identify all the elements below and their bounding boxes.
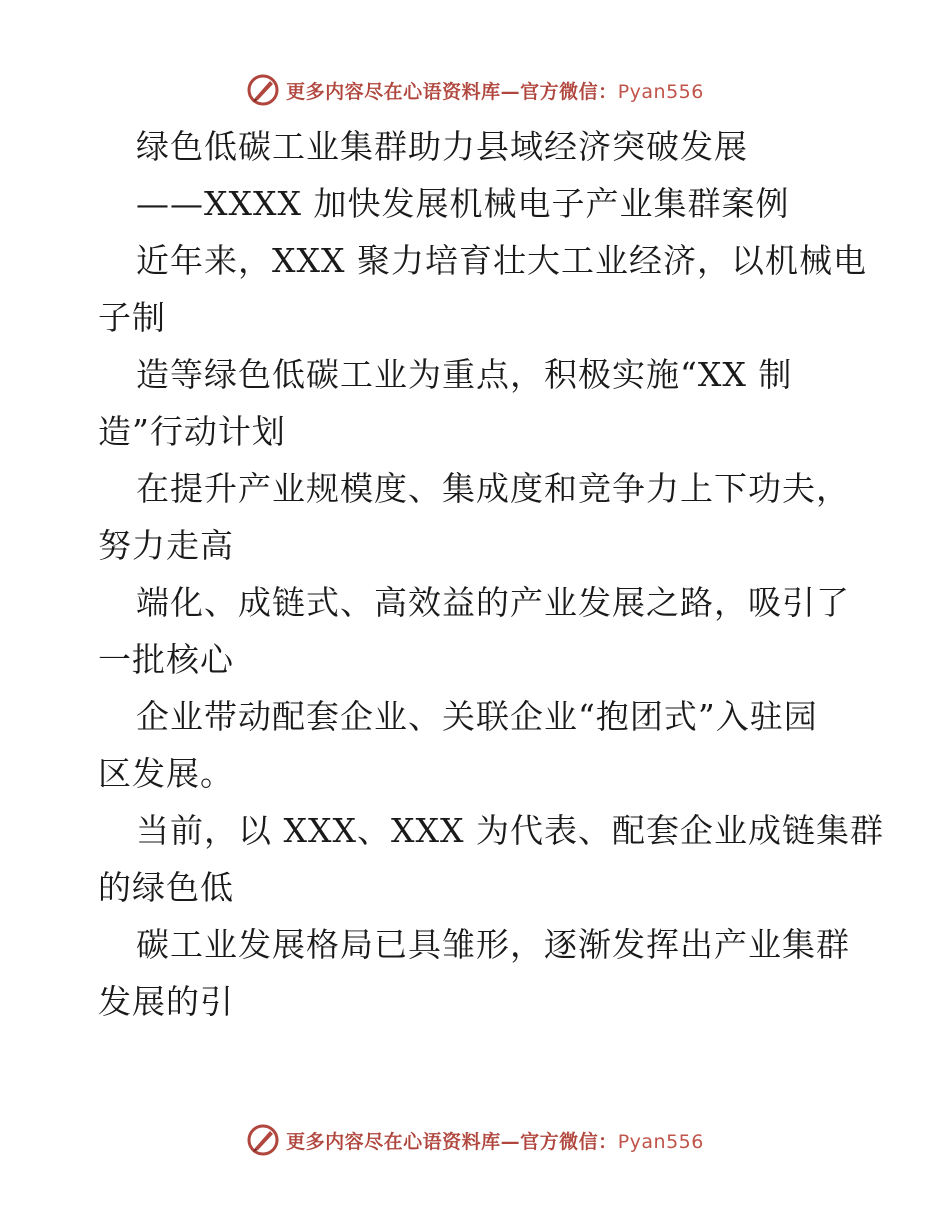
paragraph-line: 一批核心 [98,640,234,679]
paragraph-line: 子制 [98,298,166,337]
document-body [98,118,884,1030]
paragraph-line: 造等绿色低碳工业为重点，积极实施“XX 制 [136,355,793,394]
quill-logo-icon [246,1123,280,1157]
paragraph-line: 近年来，XXX 聚力培育壮大工业经济，以机械电 [136,241,867,280]
paragraph-line: 造”行动计划 [98,412,286,451]
paragraph-line: 在提升产业规模度、集成度和竞争力上下功夫， [136,469,850,508]
footer-banner-text: 更多内容尽在心语资料库—官方微信：Pyan556 [286,1130,704,1153]
header-watermark-banner [0,70,950,110]
paragraph-line: 的绿色低 [98,868,234,907]
paragraph-line: 努力走高 [98,526,234,565]
paragraph-line: 当前，以 XXX、XXX 为代表、配套企业成链集群 [136,811,884,850]
footer-watermark-banner [0,1120,950,1160]
document-subtitle: ——XXXX 加快发展机械电子产业集群案例 [136,184,790,223]
paragraph-line: 端化、成链式、高效益的产业发展之路，吸引了 [136,583,850,622]
paragraph-line: 发展的引 [98,982,234,1021]
quill-logo-icon [246,73,280,107]
paragraph-line: 区发展。 [98,754,234,793]
paragraph-line: 企业带动配套企业、关联企业“抱团式”入驻园 [136,697,818,736]
paragraph-line: 碳工业发展格局已具雏形，逐渐发挥出产业集群 [136,925,850,964]
header-banner-text: 更多内容尽在心语资料库—官方微信：Pyan556 [286,80,704,103]
document-title: 绿色低碳工业集群助力县域经济突破发展 [136,127,748,166]
